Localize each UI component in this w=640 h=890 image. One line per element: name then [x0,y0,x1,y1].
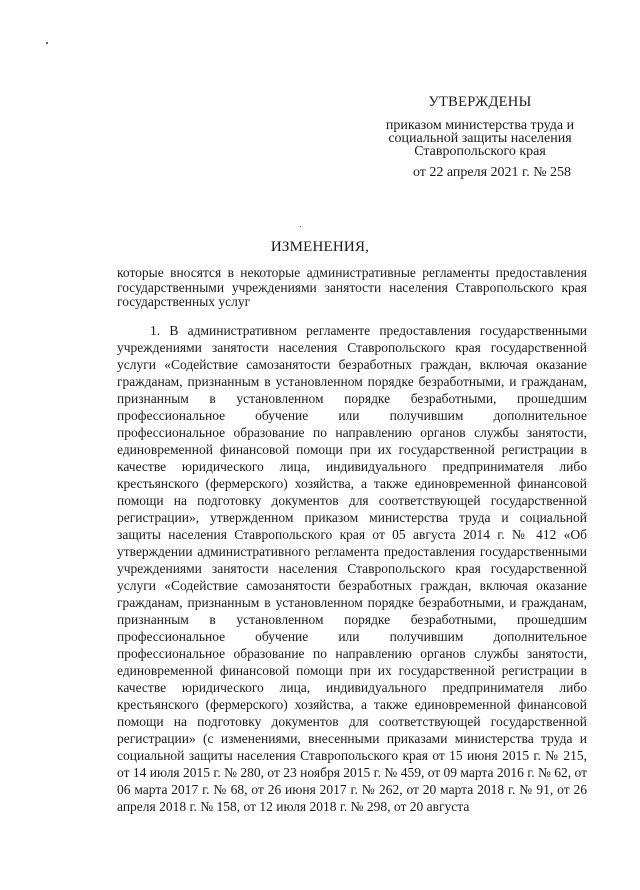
approval-order-line: приказом министерства труда и [385,118,575,133]
scan-speck [300,226,301,227]
approval-date: от 22 апреля 2021 г. № 258 [412,165,572,180]
scan-speck [46,42,48,44]
document-subtitle: которые вносятся в некоторые административные регламенты предоставления государственными учреждениями занятости населения Ставропольского края государственных услуг [117,265,587,309]
approval-ministry-line: социальной защиты населения [388,131,572,146]
paragraph-1: 1. В административном регламенте предоставления государственными учреждениями занятости населения Ставропольского края государственной услуги «Содействие самозанятости безработных граждан, включая оказание гражданам, признанным в установленном порядке безработными, и гражданам, признанным в установленном порядке безработными, прошедшим профессиональное обучение или получившим дополнительное профессиональное образование по направлению органов службы занятости, единовременной финансовой помощи при их государственной регистрации в качестве юридического лица, индивидуального предпринимателя либо крестьянского (фермерского) хозяйства, а также единовременной финансовой помощи на подготовку документов для соответствующей государственной регистрации», утвержденном приказом министерства труда и социальной защиты населения Ставропольского края от 05 августа 2014 г. № 412 «Об утверждении административного регламента предоставления государственными учреждениями занятости населения Ставропольского края государственной услуги «Содействие самозанятости безработных граждан, включая оказание гражданам, признанным в установленном порядке безработными, и гражданам, признанным в установленном порядке безработными, прошедшим профессиональное обучение или получившим дополнительное профессиональное образование по направлению органов службы занятости, единовременной финансовой помощи при их государственной регистрации в качестве юридического лица, индивидуального предпринимателя либо крестьянского (фермерского) хозяйства, а также единовременной финансовой помощи на подготовку документов для соответствующей государственной регистрации» (с изменениями, внесенными приказами министерства труда и социальной защиты населения Ставропольского края от 15 июня 2015 г. № 215, от 14 июля 2015 г. № 280, от 23 ноября 2015 г. № 459, от 09 марта 2016 г. № 62, от 06 марта 2017 г. № 68, от 26 июня 2017 г. № 262, от 20 марта 2018 г. № 91, от 26 апреля 2018 г. № 158, от 12 июля 2018 г. № 298, от 20 августа [117,323,587,814]
document-body [117,322,587,815]
approval-heading: УТВЕРЖДЕНЫ [428,94,532,110]
approval-region-line: Ставропольского края [414,144,546,159]
document-title: ИЗМЕНЕНИЯ, [270,239,370,255]
